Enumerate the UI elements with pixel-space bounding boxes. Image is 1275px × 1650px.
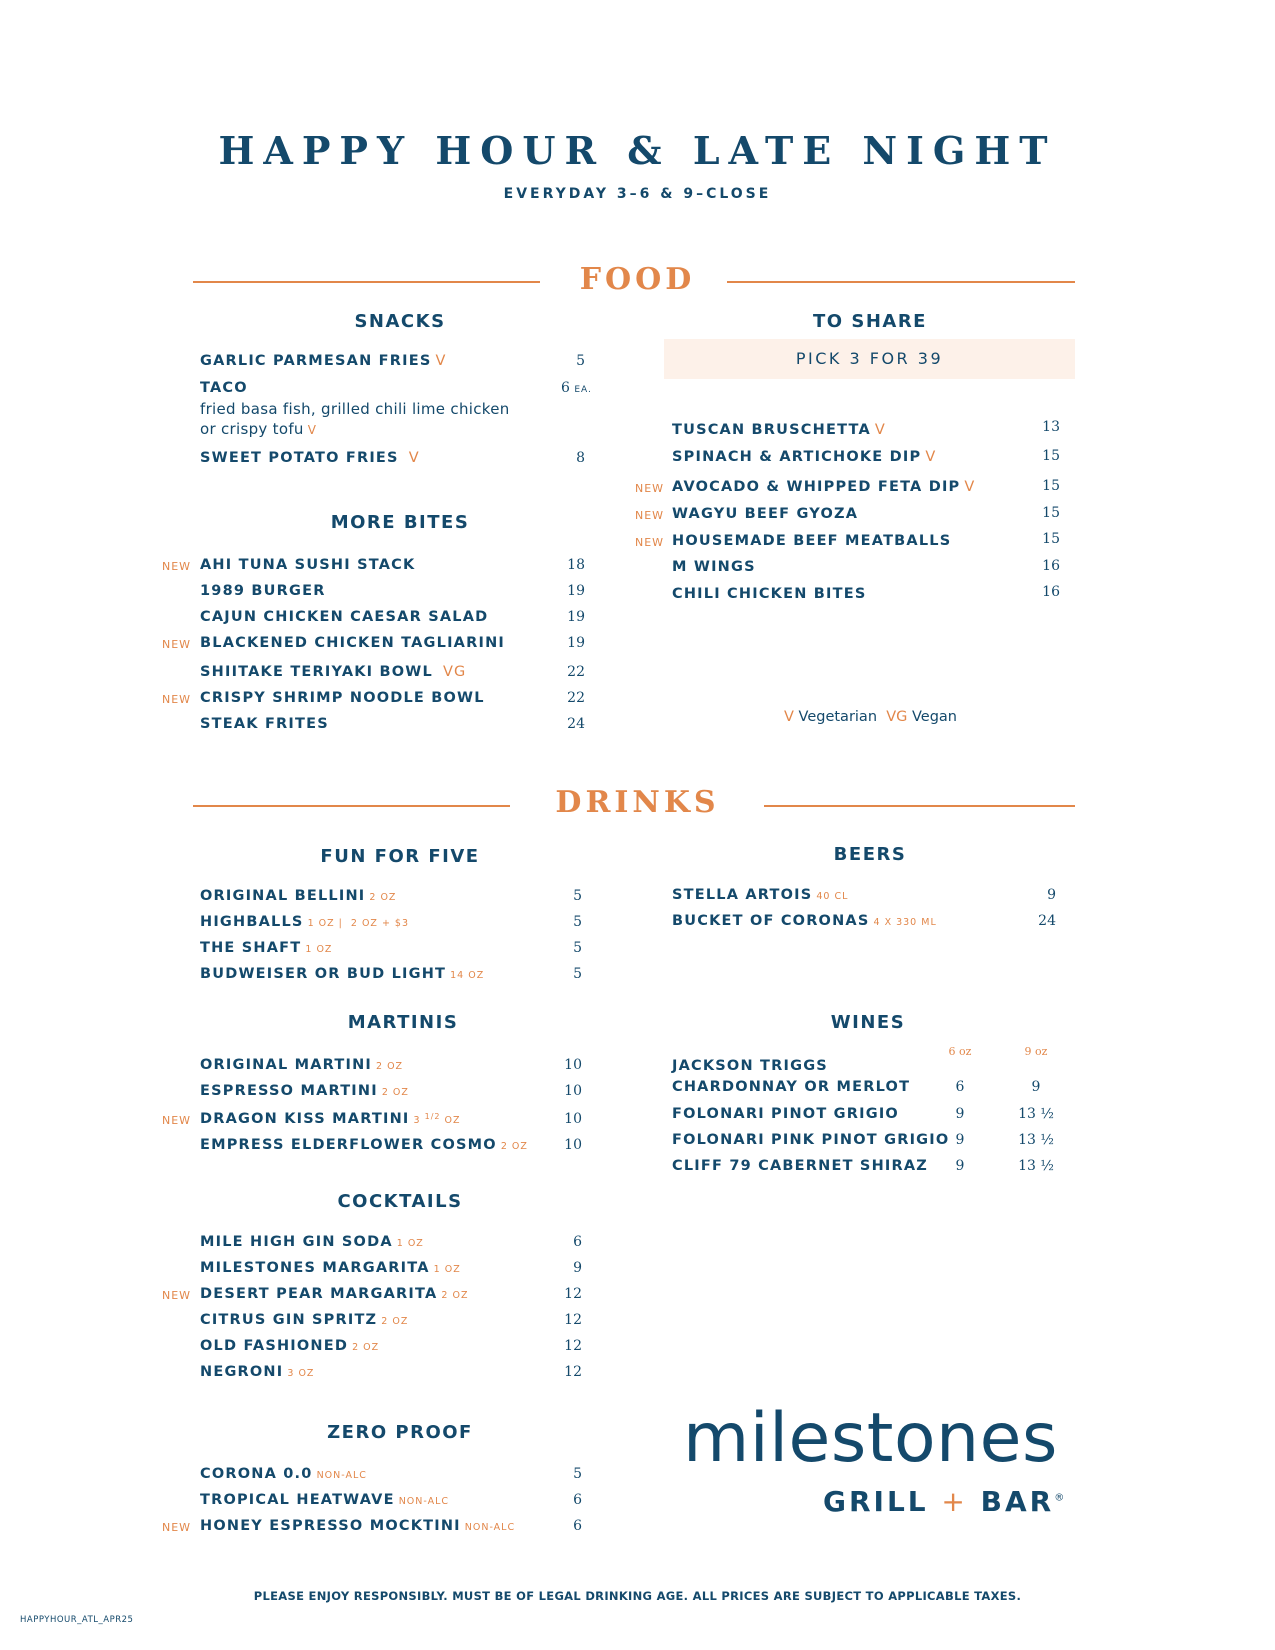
menu-hours: EVERYDAY 3–6 & 9–CLOSE — [503, 186, 772, 202]
vegetarian-tag: V — [408, 450, 420, 466]
menu-item-name: TROPICAL HEATWAVE NON-ALC — [200, 1492, 450, 1508]
to-share-heading: TO SHARE — [813, 311, 927, 332]
menu-item-name: CHARDONNAY OR MERLOT — [672, 1079, 911, 1095]
legal-disclaimer: PLEASE ENJOY RESPONSIBLY. MUST BE OF LEGAL DRINKING AGE. ALL PRICES ARE SUBJECT TO APPLICABLE TAXES. — [253, 1589, 1022, 1603]
menu-item-price: 19 — [567, 635, 585, 651]
menu-item-name: 1989 BURGER — [200, 583, 326, 599]
menu-item-description: fried basa fish, grilled chili lime chicken — [200, 400, 510, 418]
menu-item-price: 10 — [564, 1083, 582, 1099]
pick-3-deal-banner: PICK 3 FOR 39 — [664, 339, 1075, 379]
grill-bar-logo-text: GRILL + BAR® — [823, 1485, 1068, 1518]
menu-item-name: CITRUS GIN SPRITZ 2 OZ — [200, 1312, 409, 1328]
drinks-rule-left — [193, 805, 510, 807]
wine-price-9oz: 9 — [1031, 1079, 1041, 1095]
menu-item-price: 8 — [576, 450, 585, 466]
menu-item-price: 6 EA. — [561, 380, 592, 396]
food-rule-right — [727, 281, 1075, 283]
menu-item-name: BLACKENED CHICKEN TAGLIARINI — [200, 635, 505, 651]
menu-item-price: 13 — [1042, 419, 1060, 435]
menu-item-price: 15 — [1042, 448, 1060, 464]
menu-item-name: AHI TUNA SUSHI STACK — [200, 557, 416, 573]
menu-item-name: GARLIC PARMESAN FRIES V — [200, 353, 447, 369]
vegetarian-tag: V — [435, 353, 447, 369]
menu-item-price: 5 — [576, 353, 585, 369]
menu-item-name: ESPRESSO MARTINI 2 OZ — [200, 1083, 409, 1099]
wine-price-6oz: 9 — [955, 1132, 965, 1148]
menu-item-description: or crispy tofu V — [200, 420, 317, 438]
vegetarian-tag: V — [925, 449, 937, 465]
wine-price-9oz: 13 ½ — [1018, 1106, 1054, 1122]
menu-item-price: 10 — [564, 1111, 582, 1127]
menu-item-name: BUCKET OF CORONAS 4 X 330 ML — [672, 913, 937, 929]
menu-item-name: DRAGON KISS MARTINI 3 $^{1/2}$ OZ — [200, 1111, 461, 1127]
menu-item-name: TACO — [200, 380, 248, 396]
menu-item-name: CRISPY SHRIMP NOODLE BOWL — [200, 690, 485, 706]
menu-item-name: FOLONARI PINOT GRIGIO — [672, 1106, 899, 1122]
menu-item-price: 19 — [567, 583, 585, 599]
beers-heading: BEERS — [833, 844, 907, 865]
vegetarian-tag: V — [964, 479, 976, 495]
food-section-title: FOOD — [579, 262, 696, 297]
menu-item-name: CAJUN CHICKEN CAESAR SALAD — [200, 609, 489, 625]
menu-item-name: THE SHAFT 1 OZ — [200, 940, 333, 956]
menu-item-name: HIGHBALLS 1 OZ | 2 OZ + $3 — [200, 914, 410, 930]
vegan-tag: VG — [442, 664, 467, 680]
menu-item-price: 22 — [567, 664, 585, 680]
menu-item-price: 5 — [573, 914, 582, 930]
menu-item-price: 12 — [564, 1286, 582, 1302]
menu-item-name: BUDWEISER OR BUD LIGHT 14 OZ — [200, 966, 485, 982]
menu-item-price: 24 — [567, 716, 585, 732]
menu-item-price: 10 — [564, 1057, 582, 1073]
menu-item-name: ORIGINAL BELLINI 2 OZ — [200, 888, 397, 904]
menu-item-name: CORONA 0.0 NON-ALC — [200, 1466, 367, 1482]
menu-item-name: AVOCADO & WHIPPED FETA DIP V — [672, 479, 976, 495]
wine-price-9oz: 13 ½ — [1018, 1132, 1054, 1148]
menu-item-price: 6 — [573, 1234, 582, 1250]
menu-item-price: 12 — [564, 1338, 582, 1354]
menu-item-price: 19 — [567, 609, 585, 625]
menu-item-price: 5 — [573, 940, 582, 956]
menu-item-name: SWEET POTATO FRIES V — [200, 450, 420, 466]
food-rule-left — [193, 281, 540, 283]
menu-item-name: JACKSON TRIGGS — [672, 1058, 828, 1074]
menu-item-price: 9 — [1047, 887, 1056, 903]
menu-item-name: HONEY ESPRESSO MOCKTINI NON-ALC — [200, 1518, 516, 1534]
menu-item-price: 16 — [1042, 584, 1060, 600]
menu-title: HAPPY HOUR & LATE NIGHT — [218, 128, 1057, 173]
menu-item-price: 9 — [573, 1260, 582, 1276]
new-badge: NEW — [162, 1114, 192, 1127]
menu-item-name: M WINGS — [672, 559, 756, 575]
menu-item-price: 6 — [573, 1518, 582, 1534]
menu-item-price: 5 — [573, 888, 582, 904]
menu-item-name: CLIFF 79 CABERNET SHIRAZ — [672, 1158, 928, 1174]
menu-item-name: SPINACH & ARTICHOKE DIP V — [672, 449, 937, 465]
menu-item-price: 16 — [1042, 558, 1060, 574]
menu-item-name: MILE HIGH GIN SODA 1 OZ — [200, 1234, 424, 1250]
vegetarian-tag: V — [874, 422, 887, 438]
martinis-heading: MARTINIS — [347, 1012, 459, 1033]
menu-item-name: NEGRONI 3 OZ — [200, 1364, 315, 1380]
menu-item-name: WAGYU BEEF GYOZA — [672, 506, 859, 522]
wine-price-6oz: 6 — [955, 1079, 965, 1095]
menu-item-name: TUSCAN BRUSCHETTA V — [672, 422, 887, 438]
more-bites-heading: MORE BITES — [330, 512, 470, 533]
menu-item-price: 6 — [573, 1492, 582, 1508]
wine-price-6oz: 9 — [955, 1158, 965, 1174]
menu-item-price: 10 — [564, 1137, 582, 1153]
zero-proof-heading: ZERO PROOF — [327, 1422, 473, 1443]
new-badge: NEW — [162, 638, 192, 651]
wine-price-9oz: 13 ½ — [1018, 1158, 1054, 1174]
new-badge: NEW — [162, 560, 192, 573]
wine-price-6oz: 9 — [955, 1106, 965, 1122]
menu-item-name: ORIGINAL MARTINI 2 OZ — [200, 1057, 404, 1073]
menu-item-name: DESERT PEAR MARGARITA 2 OZ — [200, 1286, 469, 1302]
new-badge: NEW — [635, 536, 665, 549]
menu-item-name: STELLA ARTOIS 40 CL — [672, 887, 849, 903]
wines-heading: WINES — [830, 1012, 906, 1033]
menu-item-price: 5 — [573, 966, 582, 982]
snacks-heading: SNACKS — [354, 311, 446, 332]
menu-item-name: HOUSEMADE BEEF MEATBALLS — [672, 533, 952, 549]
wine-size-9oz-header: 9 oz — [1024, 1045, 1048, 1058]
menu-item-price: 24 — [1038, 913, 1056, 929]
new-badge: NEW — [635, 482, 665, 495]
new-badge: NEW — [162, 693, 192, 706]
drinks-section-title: DRINKS — [555, 785, 720, 820]
menu-item-name: EMPRESS ELDERFLOWER COSMO 2 OZ — [200, 1137, 528, 1153]
wine-size-6oz-header: 6 oz — [948, 1045, 972, 1058]
drinks-rule-right — [764, 805, 1075, 807]
menu-item-name: OLD FASHIONED 2 OZ — [200, 1338, 380, 1354]
menu-item-name: FOLONARI PINK PINOT GRIGIO — [672, 1132, 950, 1148]
menu-item-price: 15 — [1042, 505, 1060, 521]
menu-item-name: STEAK FRITES — [200, 716, 329, 732]
cocktails-heading: COCKTAILS — [337, 1191, 463, 1212]
menu-item-name: MILESTONES MARGARITA 1 OZ — [200, 1260, 461, 1276]
new-badge: NEW — [162, 1289, 192, 1302]
vegetarian-tag: V — [307, 423, 317, 437]
new-badge: NEW — [635, 509, 665, 522]
menu-item-name: SHIITAKE TERIYAKI BOWL VG — [200, 664, 467, 680]
fun-for-five-heading: FUN FOR FIVE — [320, 846, 480, 867]
new-badge: NEW — [162, 1521, 192, 1534]
menu-item-name: CHILI CHICKEN BITES — [672, 586, 867, 602]
dietary-legend: V Vegetarian VG Vegan — [784, 709, 957, 725]
menu-item-price: 18 — [567, 557, 585, 573]
menu-item-price: 15 — [1042, 478, 1060, 494]
menu-item-price: 15 — [1042, 531, 1060, 547]
milestones-logo: milestones — [683, 1399, 1058, 1478]
menu-item-price: 12 — [564, 1364, 582, 1380]
document-code: HAPPYHOUR_ATL_APR25 — [20, 1615, 134, 1625]
menu-item-price: 12 — [564, 1312, 582, 1328]
menu-item-price: 22 — [567, 690, 585, 706]
menu-item-price: 5 — [573, 1466, 582, 1482]
